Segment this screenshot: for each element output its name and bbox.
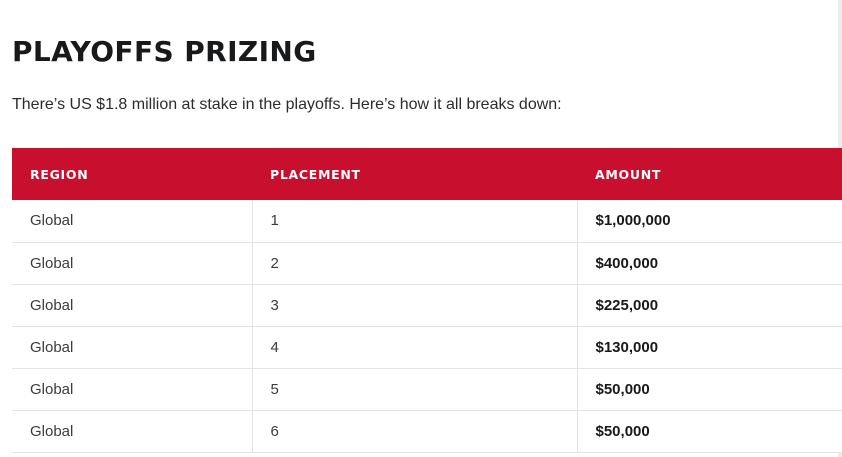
cell-amount: $1,000,000 [577,200,842,242]
cell-placement: 5 [252,368,577,410]
page-content [12,0,842,457]
column-header-placement: PLACEMENT [252,148,577,200]
page-title: PLAYOFFS PRIZING [12,35,317,68]
cell-region: Global [12,410,252,452]
cell-region: Global [12,284,252,326]
cell-placement: 3 [252,284,577,326]
cell-region: Global [12,368,252,410]
cell-amount: $50,000 [577,368,842,410]
table-header [12,148,842,200]
prizing-table [12,148,842,453]
cell-amount: $400,000 [577,242,842,284]
table-row [12,326,842,368]
table-row [12,242,842,284]
cell-region: Global [12,200,252,242]
cell-placement: 1 [252,200,577,242]
table-row [12,368,842,410]
column-header-region: REGION [12,148,252,200]
table-row [12,200,842,242]
cell-placement: 2 [252,242,577,284]
cell-amount: $130,000 [577,326,842,368]
table-row [12,410,842,452]
table-header-row [12,148,842,200]
table-row [12,284,842,326]
cell-amount: $50,000 [577,410,842,452]
intro-paragraph: There’s US $1.8 million at stake in the playoffs. Here’s how it all breaks down: [12,96,562,113]
cell-placement: 4 [252,326,577,368]
cell-placement: 6 [252,410,577,452]
cell-region: Global [12,242,252,284]
column-header-amount: AMOUNT [577,148,842,200]
table-body [12,200,842,452]
cell-amount: $225,000 [577,284,842,326]
cell-region: Global [12,326,252,368]
